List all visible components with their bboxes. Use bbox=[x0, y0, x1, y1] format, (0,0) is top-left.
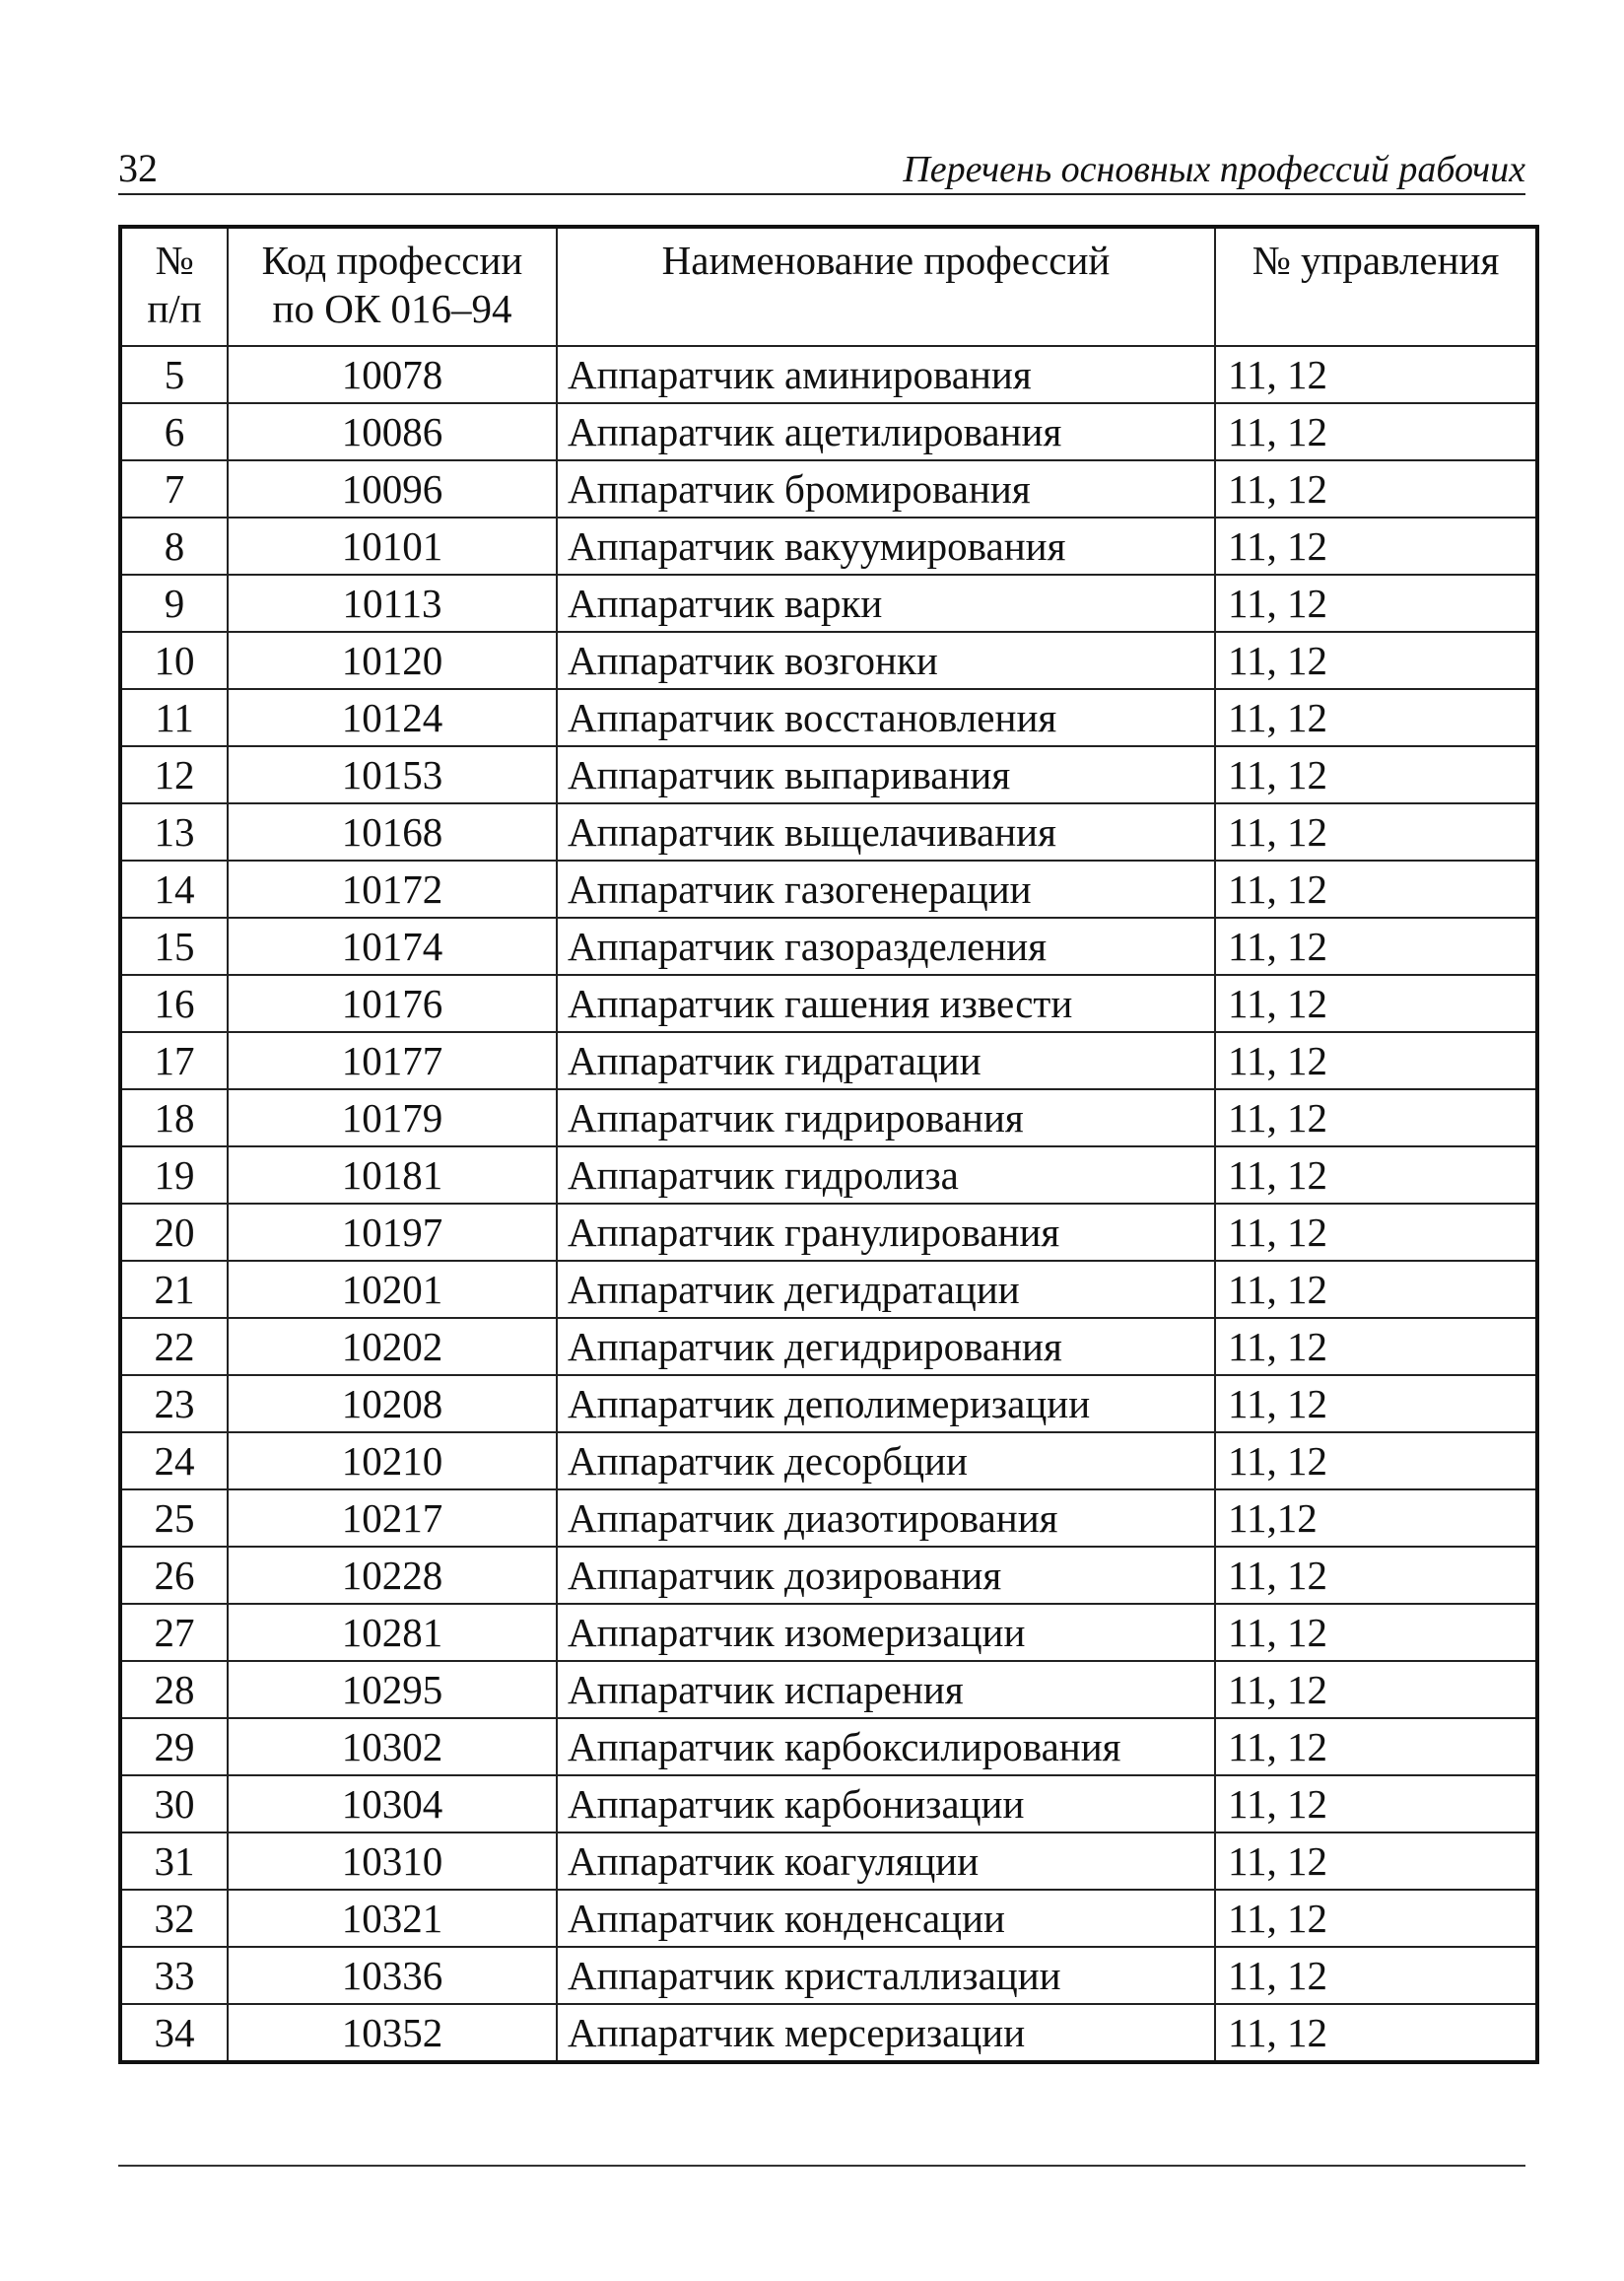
profession-code-cell: 10113 bbox=[228, 575, 557, 632]
column-header-code: Код профессии по ОК 016–94 bbox=[228, 227, 557, 346]
page-header bbox=[118, 146, 1525, 195]
profession-name-cell: Аппаратчик десорбции bbox=[557, 1432, 1215, 1489]
row-number-cell: 20 bbox=[120, 1204, 228, 1261]
row-number-cell: 16 bbox=[120, 975, 228, 1032]
department-cell: 11, 12 bbox=[1215, 1832, 1537, 1890]
department-cell: 11, 12 bbox=[1215, 632, 1537, 689]
profession-code-cell: 10217 bbox=[228, 1489, 557, 1547]
row-number-cell: 8 bbox=[120, 518, 228, 575]
department-cell: 11, 12 bbox=[1215, 403, 1537, 460]
profession-code-cell: 10302 bbox=[228, 1718, 557, 1775]
row-number-cell: 27 bbox=[120, 1604, 228, 1661]
department-cell: 11, 12 bbox=[1215, 2004, 1537, 2062]
table-row bbox=[120, 1947, 1537, 2004]
table-row bbox=[120, 1432, 1537, 1489]
table-row bbox=[120, 1718, 1537, 1775]
table-row bbox=[120, 1489, 1537, 1547]
page-number: 32 bbox=[118, 146, 158, 190]
profession-code-cell: 10321 bbox=[228, 1890, 557, 1947]
profession-name-cell: Аппаратчик газоразделения bbox=[557, 918, 1215, 975]
department-cell: 11, 12 bbox=[1215, 689, 1537, 746]
table-row bbox=[120, 632, 1537, 689]
profession-code-cell: 10304 bbox=[228, 1775, 557, 1832]
row-number-cell: 19 bbox=[120, 1146, 228, 1204]
profession-name-cell: Аппаратчик кристаллизации bbox=[557, 1947, 1215, 2004]
professions-table bbox=[118, 225, 1539, 2064]
department-cell: 11, 12 bbox=[1215, 1375, 1537, 1432]
profession-code-cell: 10310 bbox=[228, 1832, 557, 1890]
department-cell: 11, 12 bbox=[1215, 1890, 1537, 1947]
profession-name-cell: Аппаратчик восстановления bbox=[557, 689, 1215, 746]
profession-name-cell: Аппаратчик гидролиза bbox=[557, 1146, 1215, 1204]
table-row bbox=[120, 1261, 1537, 1318]
row-number-cell: 34 bbox=[120, 2004, 228, 2062]
department-cell: 11, 12 bbox=[1215, 1204, 1537, 1261]
department-cell: 11, 12 bbox=[1215, 918, 1537, 975]
profession-code-cell: 10295 bbox=[228, 1661, 557, 1718]
department-cell: 11, 12 bbox=[1215, 861, 1537, 918]
table-row bbox=[120, 918, 1537, 975]
column-header-num: № п/п bbox=[120, 227, 228, 346]
profession-name-cell: Аппаратчик возгонки bbox=[557, 632, 1215, 689]
profession-code-cell: 10078 bbox=[228, 346, 557, 403]
row-number-cell: 10 bbox=[120, 632, 228, 689]
profession-name-cell: Аппаратчик карбонизации bbox=[557, 1775, 1215, 1832]
table-row bbox=[120, 2004, 1537, 2062]
table-row bbox=[120, 518, 1537, 575]
row-number-cell: 15 bbox=[120, 918, 228, 975]
profession-name-cell: Аппаратчик конденсации bbox=[557, 1890, 1215, 1947]
table-row bbox=[120, 460, 1537, 518]
table-row bbox=[120, 1146, 1537, 1204]
row-number-cell: 31 bbox=[120, 1832, 228, 1890]
row-number-cell: 33 bbox=[120, 1947, 228, 2004]
table-row bbox=[120, 1890, 1537, 1947]
profession-name-cell: Аппаратчик коагуляции bbox=[557, 1832, 1215, 1890]
profession-code-cell: 10336 bbox=[228, 1947, 557, 2004]
profession-code-cell: 10120 bbox=[228, 632, 557, 689]
department-cell: 11, 12 bbox=[1215, 1146, 1537, 1204]
profession-name-cell: Аппаратчик аминирования bbox=[557, 346, 1215, 403]
column-header-dept: № управления bbox=[1215, 227, 1537, 346]
row-number-cell: 24 bbox=[120, 1432, 228, 1489]
profession-code-cell: 10202 bbox=[228, 1318, 557, 1375]
row-number-cell: 5 bbox=[120, 346, 228, 403]
profession-code-cell: 10086 bbox=[228, 403, 557, 460]
department-cell: 11, 12 bbox=[1215, 575, 1537, 632]
department-cell: 11, 12 bbox=[1215, 1089, 1537, 1146]
department-cell: 11, 12 bbox=[1215, 1604, 1537, 1661]
profession-name-cell: Аппаратчик дегидрирования bbox=[557, 1318, 1215, 1375]
profession-name-cell: Аппаратчик гидратации bbox=[557, 1032, 1215, 1089]
table-row bbox=[120, 803, 1537, 861]
table-row bbox=[120, 746, 1537, 803]
profession-name-cell: Аппаратчик гидрирования bbox=[557, 1089, 1215, 1146]
table-row bbox=[120, 575, 1537, 632]
profession-code-cell: 10352 bbox=[228, 2004, 557, 2062]
department-cell: 11, 12 bbox=[1215, 1775, 1537, 1832]
profession-code-cell: 10181 bbox=[228, 1146, 557, 1204]
row-number-cell: 22 bbox=[120, 1318, 228, 1375]
table-row bbox=[120, 403, 1537, 460]
profession-code-cell: 10101 bbox=[228, 518, 557, 575]
profession-name-cell: Аппаратчик изомеризации bbox=[557, 1604, 1215, 1661]
department-cell: 11, 12 bbox=[1215, 1261, 1537, 1318]
profession-name-cell: Аппаратчик диазотирования bbox=[557, 1489, 1215, 1547]
profession-name-cell: Аппаратчик мерсеризации bbox=[557, 2004, 1215, 2062]
row-number-cell: 29 bbox=[120, 1718, 228, 1775]
department-cell: 11, 12 bbox=[1215, 1718, 1537, 1775]
running-title: Перечень основных профессий рабочих bbox=[903, 149, 1525, 190]
profession-name-cell: Аппаратчик испарения bbox=[557, 1661, 1215, 1718]
table-body bbox=[120, 346, 1537, 2062]
profession-code-cell: 10228 bbox=[228, 1547, 557, 1604]
table-row bbox=[120, 346, 1537, 403]
department-cell: 11, 12 bbox=[1215, 1947, 1537, 2004]
profession-name-cell: Аппаратчик выпаривания bbox=[557, 746, 1215, 803]
row-number-cell: 17 bbox=[120, 1032, 228, 1089]
row-number-cell: 23 bbox=[120, 1375, 228, 1432]
table-row bbox=[120, 1832, 1537, 1890]
department-cell: 11, 12 bbox=[1215, 1547, 1537, 1604]
table-row bbox=[120, 1032, 1537, 1089]
row-number-cell: 14 bbox=[120, 861, 228, 918]
table-row bbox=[120, 1375, 1537, 1432]
profession-code-cell: 10168 bbox=[228, 803, 557, 861]
table-row bbox=[120, 975, 1537, 1032]
profession-code-cell: 10210 bbox=[228, 1432, 557, 1489]
profession-code-cell: 10176 bbox=[228, 975, 557, 1032]
profession-name-cell: Аппаратчик гранулирования bbox=[557, 1204, 1215, 1261]
profession-code-cell: 10208 bbox=[228, 1375, 557, 1432]
profession-code-cell: 10201 bbox=[228, 1261, 557, 1318]
row-number-cell: 13 bbox=[120, 803, 228, 861]
department-cell: 11, 12 bbox=[1215, 518, 1537, 575]
table-row bbox=[120, 861, 1537, 918]
department-cell: 11, 12 bbox=[1215, 460, 1537, 518]
row-number-cell: 9 bbox=[120, 575, 228, 632]
profession-code-cell: 10281 bbox=[228, 1604, 557, 1661]
profession-name-cell: Аппаратчик выщелачивания bbox=[557, 803, 1215, 861]
profession-name-cell: Аппаратчик бромирования bbox=[557, 460, 1215, 518]
profession-name-cell: Аппаратчик ацетилирования bbox=[557, 403, 1215, 460]
profession-name-cell: Аппаратчик деполимеризации bbox=[557, 1375, 1215, 1432]
row-number-cell: 12 bbox=[120, 746, 228, 803]
department-cell: 11, 12 bbox=[1215, 1432, 1537, 1489]
row-number-cell: 30 bbox=[120, 1775, 228, 1832]
row-number-cell: 32 bbox=[120, 1890, 228, 1947]
profession-code-cell: 10179 bbox=[228, 1089, 557, 1146]
department-cell: 11, 12 bbox=[1215, 1032, 1537, 1089]
profession-code-cell: 10177 bbox=[228, 1032, 557, 1089]
profession-code-cell: 10153 bbox=[228, 746, 557, 803]
row-number-cell: 28 bbox=[120, 1661, 228, 1718]
profession-name-cell: Аппаратчик карбоксилирования bbox=[557, 1718, 1215, 1775]
table-header-row bbox=[120, 227, 1537, 346]
department-cell: 11, 12 bbox=[1215, 1661, 1537, 1718]
profession-code-cell: 10124 bbox=[228, 689, 557, 746]
profession-name-cell: Аппаратчик гашения извести bbox=[557, 975, 1215, 1032]
department-cell: 11, 12 bbox=[1215, 803, 1537, 861]
profession-code-cell: 10172 bbox=[228, 861, 557, 918]
column-header-name: Наименование профессий bbox=[557, 227, 1215, 346]
department-cell: 11,12 bbox=[1215, 1489, 1537, 1547]
profession-name-cell: Аппаратчик дегидратации bbox=[557, 1261, 1215, 1318]
profession-name-cell: Аппаратчик газогенерации bbox=[557, 861, 1215, 918]
row-number-cell: 7 bbox=[120, 460, 228, 518]
profession-name-cell: Аппаратчик вакуумирования bbox=[557, 518, 1215, 575]
table-row bbox=[120, 1089, 1537, 1146]
footer-rule bbox=[118, 2165, 1525, 2167]
profession-code-cell: 10174 bbox=[228, 918, 557, 975]
profession-name-cell: Аппаратчик варки bbox=[557, 575, 1215, 632]
profession-code-cell: 10197 bbox=[228, 1204, 557, 1261]
table-row bbox=[120, 1318, 1537, 1375]
row-number-cell: 18 bbox=[120, 1089, 228, 1146]
table-row bbox=[120, 1547, 1537, 1604]
row-number-cell: 25 bbox=[120, 1489, 228, 1547]
row-number-cell: 11 bbox=[120, 689, 228, 746]
row-number-cell: 26 bbox=[120, 1547, 228, 1604]
row-number-cell: 6 bbox=[120, 403, 228, 460]
department-cell: 11, 12 bbox=[1215, 1318, 1537, 1375]
row-number-cell: 21 bbox=[120, 1261, 228, 1318]
table-row bbox=[120, 1604, 1537, 1661]
department-cell: 11, 12 bbox=[1215, 975, 1537, 1032]
table-row bbox=[120, 1661, 1537, 1718]
profession-name-cell: Аппаратчик дозирования bbox=[557, 1547, 1215, 1604]
table-row bbox=[120, 689, 1537, 746]
table-row bbox=[120, 1204, 1537, 1261]
department-cell: 11, 12 bbox=[1215, 746, 1537, 803]
profession-code-cell: 10096 bbox=[228, 460, 557, 518]
department-cell: 11, 12 bbox=[1215, 346, 1537, 403]
table-row bbox=[120, 1775, 1537, 1832]
